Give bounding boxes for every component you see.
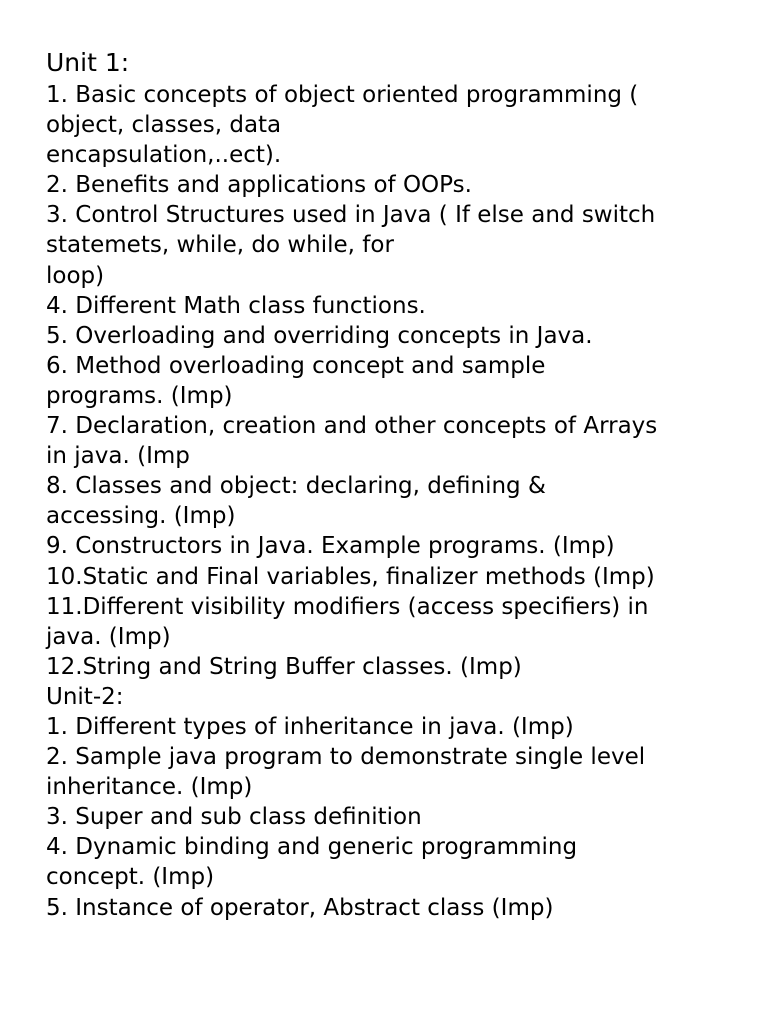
unit-1-line: programs. (Imp) [46, 382, 233, 409]
unit-1-line: encapsulation,..ect). [46, 142, 282, 169]
unit-1-line: 3. Control Structures used in Java ( If else and switch [46, 202, 656, 229]
unit-1-line: accessing. (Imp) [46, 503, 236, 530]
unit-1-list [46, 80, 746, 682]
unit-1-line: 9. Constructors in Java. Example programs. (Imp) [46, 533, 615, 560]
unit-1-line: 8. Classes and object: declaring, defining & [46, 473, 546, 500]
unit-1-line: 2. Benefits and applications of OOPs. [46, 172, 472, 199]
unit-2-list [46, 712, 746, 923]
unit-1-line: 4. Different Math class functions. [46, 292, 426, 319]
unit-1-line: 7. Declaration, creation and other concepts of Arrays [46, 413, 658, 440]
unit-1-line: object, classes, data [46, 112, 282, 139]
unit-1-line: statemets, while, do while, for [46, 232, 394, 259]
unit-1-line: 6. Method overloading concept and sample [46, 352, 546, 379]
unit-1-line: 11.Different visibility modifiers (access specifiers) in [46, 593, 649, 620]
unit-1-line: 12.String and String Buffer classes. (Imp) [46, 653, 522, 680]
unit-2-line: 4. Dynamic binding and generic programming [46, 834, 578, 861]
unit-2-line: 3. Super and sub class definition [46, 804, 422, 831]
unit-1-line: 5. Overloading and overriding concepts in Java. [46, 322, 593, 349]
unit-1-line: 1. Basic concepts of object oriented programming ( [46, 82, 639, 108]
unit-1-line: in java. (Imp [46, 443, 190, 470]
unit-1-line: java. (Imp) [46, 623, 171, 650]
unit-2-heading: Unit-2: [46, 683, 124, 710]
document-page [46, 48, 746, 923]
unit-1-line: loop) [46, 262, 105, 289]
unit-2-line: inheritance. (Imp) [46, 774, 253, 801]
unit-1-line: 10.Static and Final variables, finalizer methods (Imp) [46, 563, 655, 590]
unit-2-line: concept. (Imp) [46, 864, 215, 891]
unit-1-heading: Unit 1: [46, 48, 130, 77]
unit-2-line: 2. Sample java program to demonstrate single level [46, 744, 646, 771]
unit-2-line: 1. Different types of inheritance in java. (Imp) [46, 713, 574, 740]
unit-2-line: 5. Instance of operator, Abstract class (Imp) [46, 894, 554, 921]
